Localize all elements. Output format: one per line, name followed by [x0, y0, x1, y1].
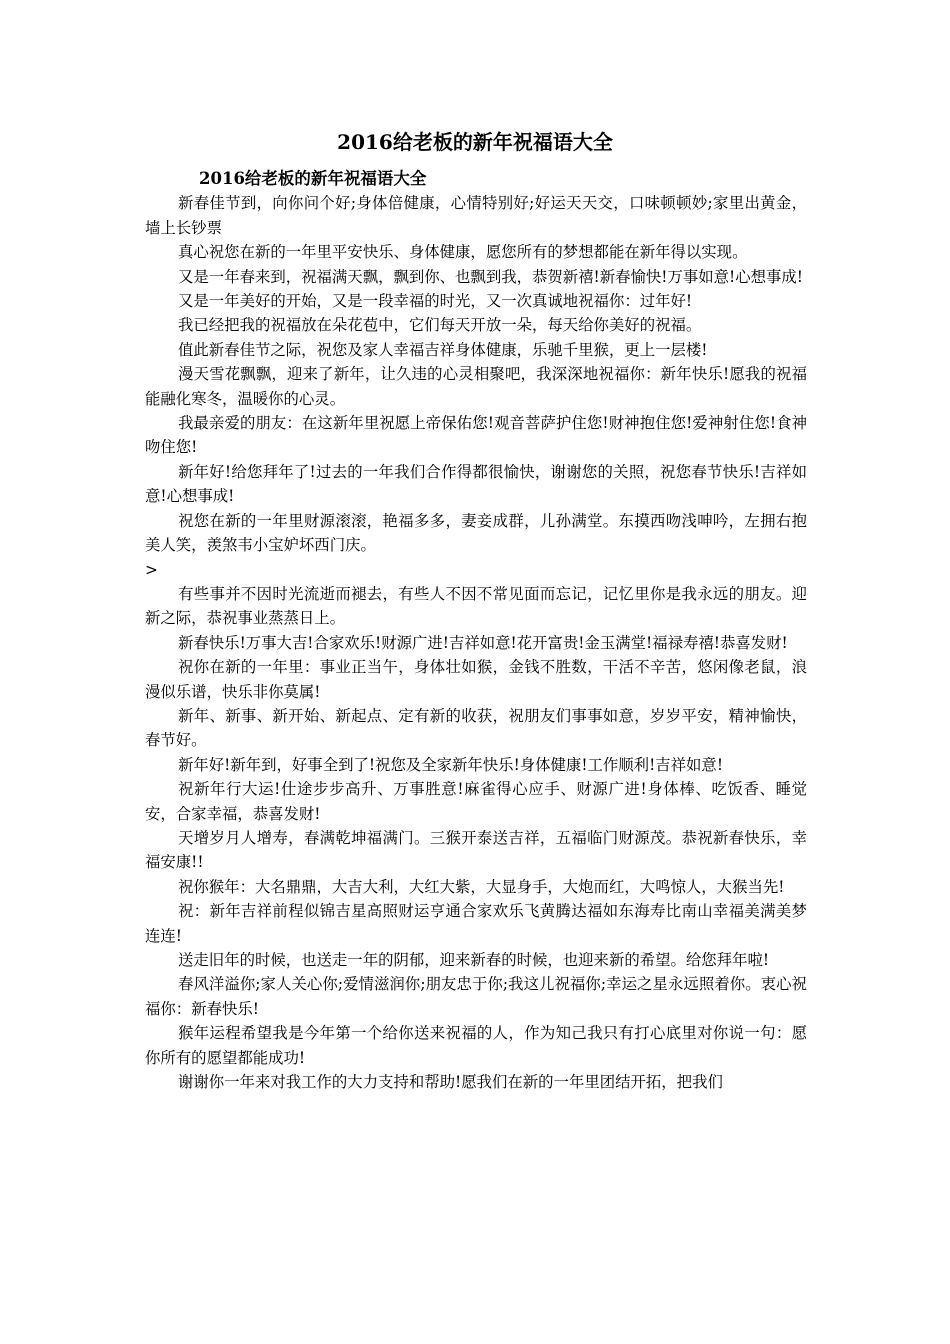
paragraph: 有些事并不因时光流逝而褪去，有些人不因不常见面而忘记，记忆里你是我永远的朋友。迎新之际，恭祝事业蒸蒸日上。: [145, 584, 807, 628]
separator-mark: >: [145, 560, 158, 579]
paragraph: 漫天雪花飘飘，迎来了新年，让久违的心灵相聚吧，我深深地祝福你：新年快乐!愿我的祝福能融化寒冬，温暖你的心灵。: [145, 365, 807, 408]
paragraph: 送走旧年的时候，也送走一年的阴郁，迎来新春的时候，也迎来新的希望。给您拜年啦!: [178, 951, 770, 969]
paragraph: 真心祝您在新的一年里平安快乐、身体健康，愿您所有的梦想都能在新年得以实现。: [178, 243, 748, 262]
paragraph: 我已经把我的祝福放在朵花苞中，它们每天开放一朵，每天给你美好的祝福。: [178, 316, 702, 335]
paragraph: 祝你在新的一年里：事业正当午，身体壮如猴，金钱不胜数，干活不辛苦，悠闲像老鼠，浪漫似乐谱，快乐非你莫属!: [145, 658, 807, 701]
paragraph: 春风洋溢你;家人关心你;爱情滋润你;朋友忠于你;我这儿祝福你;幸运之星永远照着你。衷心祝福你：新春快乐!: [145, 975, 807, 1018]
section-heading: 2016给老板的新年祝福语大全: [199, 169, 427, 188]
paragraph: 祝：新年吉祥前程似锦吉星高照财运亨通合家欢乐飞黄腾达福如东海寿比南山幸福美满美梦连连!: [145, 902, 807, 945]
paragraph: 新年好!新年到，好事全到了!祝您及全家新年快乐!身体健康!工作顺利!吉祥如意!: [178, 755, 723, 774]
page-title: 2016给老板的新年祝福语大全: [337, 130, 613, 154]
paragraph: 谢谢你一年来对我工作的大力支持和帮助!愿我们在新的一年里团结开拓，把我们: [178, 1073, 723, 1092]
paragraph: 猴年运程希望我是今年第一个给你送来祝福的人，作为知己我只有打心底里对你说一句：愿你所有的愿望都能成功!: [145, 1024, 807, 1067]
document-body: [145, 167, 807, 1094]
paragraph: 又是一年春来到，祝福满天飘，飘到你、也飘到我，恭贺新禧!新春愉快!万事如意!心想事成!: [178, 267, 803, 286]
paragraph: 我最亲爱的朋友：在这新年里祝愿上帝保佑您!观音菩萨护住您!财神抱住您!爱神射住您!食神吻住您!: [145, 414, 807, 457]
paragraph: 祝新年行大运!仕途步步高升、万事胜意!麻雀得心应手、财源广进!身体棒、吃饭香、睡觉安，合家幸福，恭喜发财!: [145, 780, 807, 823]
paragraph: 又是一年美好的开始，又是一段幸福的时光，又一次真诚地祝福你：过年好!: [178, 292, 693, 311]
paragraph: 天增岁月人增寿，春满乾坤福满门。三猴开泰送吉祥，五福临门财源茂。恭祝新春快乐，幸福安康!!: [145, 828, 807, 872]
paragraph: 新春快乐!万事大吉!合家欢乐!财源广进!吉祥如意!花开富贵!金玉满堂!福禄寿禧!恭喜发财!: [178, 633, 788, 652]
paragraph: 值此新春佳节之际，祝您及家人幸福吉祥身体健康，乐驰千里猴，更上一层楼!: [178, 340, 708, 359]
paragraph: 祝你猴年：大名鼎鼎，大吉大利，大红大紫，大显身手，大炮而红，大鸣惊人，大猴当先!: [178, 877, 785, 896]
paragraph: 新年、新事、新开始、新起点、定有新的收获，祝朋友们事事如意，岁岁平安，精神愉快，春节好。: [145, 706, 807, 750]
paragraph: 祝您在新的一年里财源滚滚，艳福多多，妻妾成群，儿孙满堂。东摸西吻浅呻吟，左拥右抱美人笑，羡煞韦小宝妒坏西门庆。: [145, 511, 807, 555]
paragraph: 新春佳节到，向你问个好;身体倍健康，心情特别好;好运天天交，口味顿顿妙;家里出黄金，墙上长钞票: [145, 194, 807, 237]
paragraph: 新年好!给您拜年了!过去的一年我们合作得都很愉快，谢谢您的关照，祝您春节快乐!吉祥如意!心想事成!: [145, 462, 807, 506]
